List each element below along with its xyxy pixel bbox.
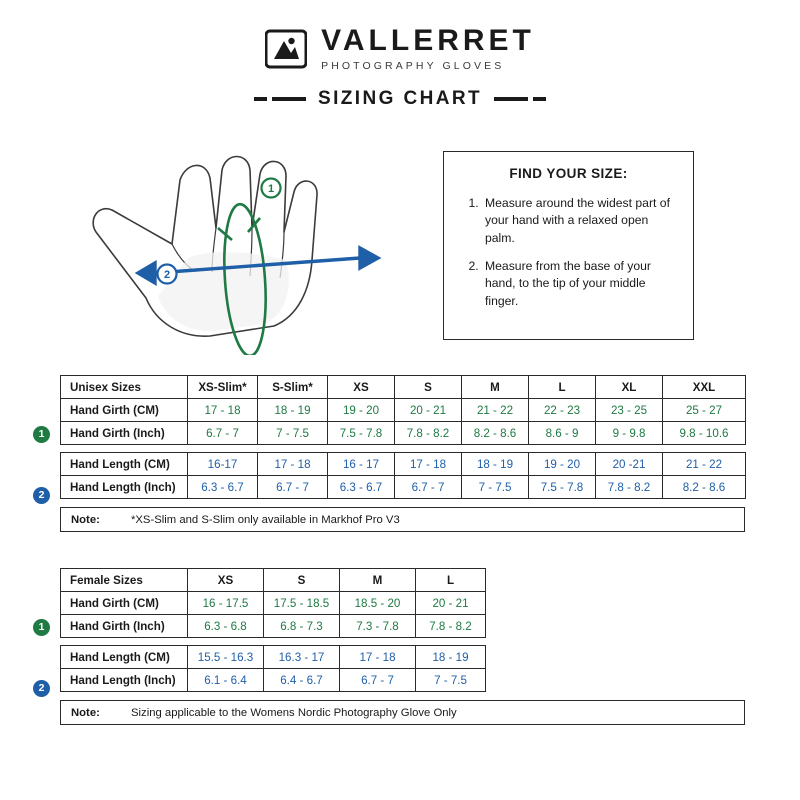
row-label: Hand Girth (Inch) <box>61 422 188 445</box>
cell: 6.8 - 7.3 <box>264 615 340 638</box>
cell: 20 - 21 <box>416 592 486 615</box>
female-size-header: L <box>416 569 486 592</box>
find-your-size-title: FIND YOUR SIZE: <box>509 166 628 181</box>
cell: 19 - 20 <box>328 399 395 422</box>
note-label: Note: <box>71 706 100 719</box>
hand-illustration <box>60 140 420 355</box>
female-size-table <box>60 568 486 692</box>
table-row <box>61 399 746 422</box>
find-step-1: 1. Measure around the widest part of your hand with a relaxed open palm. <box>482 195 677 247</box>
unisex-size-table-block <box>60 375 745 532</box>
female-length-marker: 2 <box>33 680 50 697</box>
cell: 16.3 - 17 <box>264 646 340 669</box>
female-header-row <box>61 569 486 592</box>
female-corner-label: Female Sizes <box>61 569 188 592</box>
find-your-size-box <box>443 151 694 340</box>
table-row <box>61 615 486 638</box>
note-label: Note: <box>71 513 100 526</box>
cell: 21 - 22 <box>663 453 746 476</box>
note-text: *XS-Slim and S-Slim only available in Markhof Pro V3 <box>131 513 400 526</box>
svg-text:1: 1 <box>267 183 275 195</box>
brand-subtitle: PHOTOGRAPHY GLOVES <box>321 60 505 72</box>
cell: 16-17 <box>188 453 258 476</box>
find-step-2: 2. Measure from the base of your hand, to the tip of your middle finger. <box>482 258 677 310</box>
cell: 6.3 - 6.8 <box>188 615 264 638</box>
cell: 7.8 - 8.2 <box>596 476 663 499</box>
cell: 17 - 18 <box>340 646 416 669</box>
sizing-title-row <box>0 88 800 110</box>
unisex-size-header: XXL <box>663 376 746 399</box>
cell: 9.8 - 10.6 <box>663 422 746 445</box>
unisex-size-header: S-Slim* <box>258 376 328 399</box>
unisex-header-row <box>61 376 746 399</box>
cell: 6.1 - 6.4 <box>188 669 264 692</box>
unisex-length-marker: 2 <box>33 487 50 504</box>
cell: 20 -21 <box>596 453 663 476</box>
cell: 18 - 19 <box>416 646 486 669</box>
female-size-header: M <box>340 569 416 592</box>
table-spacer <box>61 445 746 453</box>
unisex-size-header: L <box>529 376 596 399</box>
cell: 15.5 - 16.3 <box>188 646 264 669</box>
table-row <box>61 453 746 476</box>
brand-row <box>0 26 800 72</box>
cell: 18 - 19 <box>462 453 529 476</box>
brand-name: VALLERRET <box>321 24 535 57</box>
cell: 9 - 9.8 <box>596 422 663 445</box>
document-header <box>0 26 800 110</box>
svg-text:2: 2 <box>163 269 171 281</box>
cell: 20 - 21 <box>395 399 462 422</box>
page-title: SIZING CHART <box>318 87 482 109</box>
cell: 16 - 17 <box>328 453 395 476</box>
cell: 21 - 22 <box>462 399 529 422</box>
cell: 17 - 18 <box>395 453 462 476</box>
table-row <box>61 592 486 615</box>
cell: 16 - 17.5 <box>188 592 264 615</box>
cell: 6.7 - 7 <box>258 476 328 499</box>
cell: 6.4 - 6.7 <box>264 669 340 692</box>
table-row <box>61 669 486 692</box>
row-label: Hand Girth (Inch) <box>61 615 188 638</box>
table-spacer <box>61 638 486 646</box>
cell: 7 - 7.5 <box>258 422 328 445</box>
cell: 17 - 18 <box>188 399 258 422</box>
cell: 6.7 - 7 <box>395 476 462 499</box>
rule-right <box>494 97 546 101</box>
female-size-header: S <box>264 569 340 592</box>
female-size-header: XS <box>188 569 264 592</box>
cell: 6.3 - 6.7 <box>328 476 395 499</box>
table-row <box>61 646 486 669</box>
cell: 8.2 - 8.6 <box>663 476 746 499</box>
cell: 22 - 23 <box>529 399 596 422</box>
cell: 25 - 27 <box>663 399 746 422</box>
cell: 18.5 - 20 <box>340 592 416 615</box>
unisex-size-header: S <box>395 376 462 399</box>
cell: 7.8 - 8.2 <box>395 422 462 445</box>
female-note-row <box>60 700 745 725</box>
cell: 6.3 - 6.7 <box>188 476 258 499</box>
unisex-corner-label: Unisex Sizes <box>61 376 188 399</box>
find-your-size-steps <box>460 195 677 310</box>
unisex-girth-marker: 1 <box>33 426 50 443</box>
table-row <box>61 476 746 499</box>
cell: 7.8 - 8.2 <box>416 615 486 638</box>
unisex-size-header: XS <box>328 376 395 399</box>
unisex-size-header: XL <box>596 376 663 399</box>
cell: 8.6 - 9 <box>529 422 596 445</box>
row-label: Hand Girth (CM) <box>61 592 188 615</box>
row-label: Hand Length (Inch) <box>61 476 188 499</box>
unisex-note-row <box>60 507 745 532</box>
cell: 17 - 18 <box>258 453 328 476</box>
table-row <box>61 422 746 445</box>
cell: 7 - 7.5 <box>416 669 486 692</box>
cell: 18 - 19 <box>258 399 328 422</box>
row-label: Hand Length (CM) <box>61 646 188 669</box>
row-label: Hand Girth (CM) <box>61 399 188 422</box>
cell: 19 - 20 <box>529 453 596 476</box>
vallerret-mountain-logo-icon <box>265 28 307 70</box>
brand-text <box>321 26 535 72</box>
row-label: Hand Length (CM) <box>61 453 188 476</box>
cell: 6.7 - 7 <box>188 422 258 445</box>
cell: 23 - 25 <box>596 399 663 422</box>
female-size-table-block <box>60 568 745 725</box>
cell: 8.2 - 8.6 <box>462 422 529 445</box>
female-girth-marker: 1 <box>33 619 50 636</box>
unisex-size-header: XS-Slim* <box>188 376 258 399</box>
rule-left <box>254 97 306 101</box>
cell: 6.7 - 7 <box>340 669 416 692</box>
note-text: Sizing applicable to the Womens Nordic Photography Glove Only <box>131 706 457 719</box>
row-label: Hand Length (Inch) <box>61 669 188 692</box>
unisex-size-header: M <box>462 376 529 399</box>
cell: 7.5 - 7.8 <box>529 476 596 499</box>
cell: 7.5 - 7.8 <box>328 422 395 445</box>
unisex-size-table <box>60 375 746 499</box>
cell: 17.5 - 18.5 <box>264 592 340 615</box>
cell: 7 - 7.5 <box>462 476 529 499</box>
cell: 7.3 - 7.8 <box>340 615 416 638</box>
